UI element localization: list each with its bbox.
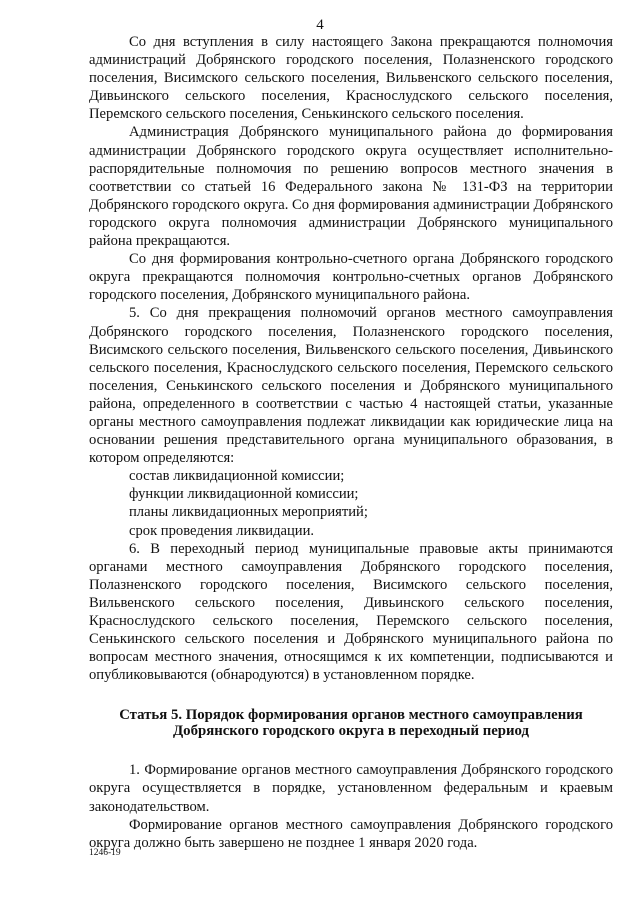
paragraph-item-5-liquidation: 5. Со дня прекращения полномочий органов местного самоуправления Добрянского городского поселения, Полазненского городского поселения, Висимского сельского поселения, Вильвенского сельского поселения, Дивьинского сельского поселения, Краснослудского сельского поселения, Перемского сельского поселения, Сенькинского сельского поселения и Добрянского муниципального района, определенного в соответствии с частью 4 настоящей статьи, указанные органы местного самоуправления подлежат ликвидации как юридические лица на основании решения представительного органа муниципального образования, в котором определяются: — [89, 305, 613, 467]
article-title-line1: Статья 5. Порядок формирования органов местного самоуправления — [119, 707, 583, 724]
page-number: 4 — [316, 17, 324, 33]
article-title-line2: Добрянского городского округа в переходный период — [172, 722, 530, 739]
article-5-heading — [89, 708, 613, 739]
list-item: функции ликвидационной комиссии; — [129, 486, 359, 503]
paragraph-control-accounting-body: Со дня формирования контрольно-счетного органа Добрянского городского округа прекращаются полномочия контрольно-счетных органов Добрянского городского поселения, Добрянского муниципального района. — [89, 251, 613, 304]
paragraph-district-administration: Администрация Добрянского муниципального района до формирования администрации Добрянского городского округа осуществляет исполнительно-распорядительные полномочия по решению вопросов местного значения в соответствии со статьей 16 Федерального закона № 131-ФЗ на территории Добрянского городского округа. Со дня формирования администрации Добрянского городского округа полномочия администрации Добрянского муниципального района прекращаются. — [89, 124, 613, 250]
list-item: планы ликвидационных мероприятий; — [129, 504, 368, 521]
list-item: срок проведения ликвидации. — [129, 522, 315, 539]
document-body — [89, 33, 613, 852]
list-item: состав ликвидационной комиссии; — [129, 468, 345, 485]
paragraph-article-5-item-1: 1. Формирование органов местного самоуправления Добрянского городского округа осуществляется в порядке, установленном федеральным и краевым законодательством. — [89, 762, 613, 815]
paragraph-item-6-legal-acts: 6. В переходный период муниципальные правовые акты принимаются органами местного самоуправления Добрянского городского поселения, Полазненского городского поселения, Висимского сельского поселения, Вильвенского сельского поселения, Дивьинского сельского поселения, Краснослудского сельского поселения, Перемского сельского поселения, Сенькинского сельского поселения и Добрянского муниципального района по вопросам местного значения, относящимся к их компетенции, подписываются и опубликовываются (обнародуются) в установленном порядке. — [89, 540, 613, 684]
paragraph-article-5-deadline: Формирование органов местного самоуправления Добрянского городского округа должно быть завершено не позднее 1 января 2020 года. — [89, 816, 613, 851]
paragraph-administrations-termination: Со дня вступления в силу настоящего Закона прекращаются полномочия администраций Добрянского городского поселения, Полазненского городского поселения, Висимского сельского поселения, Вильвенского сельского поселения, Дивьинского сельского поселения, Краснослудского сельского поселения, Перемского сельского поселения, Сенькинского сельского поселения. — [89, 34, 613, 123]
document-code: 1246-19 — [89, 848, 121, 858]
